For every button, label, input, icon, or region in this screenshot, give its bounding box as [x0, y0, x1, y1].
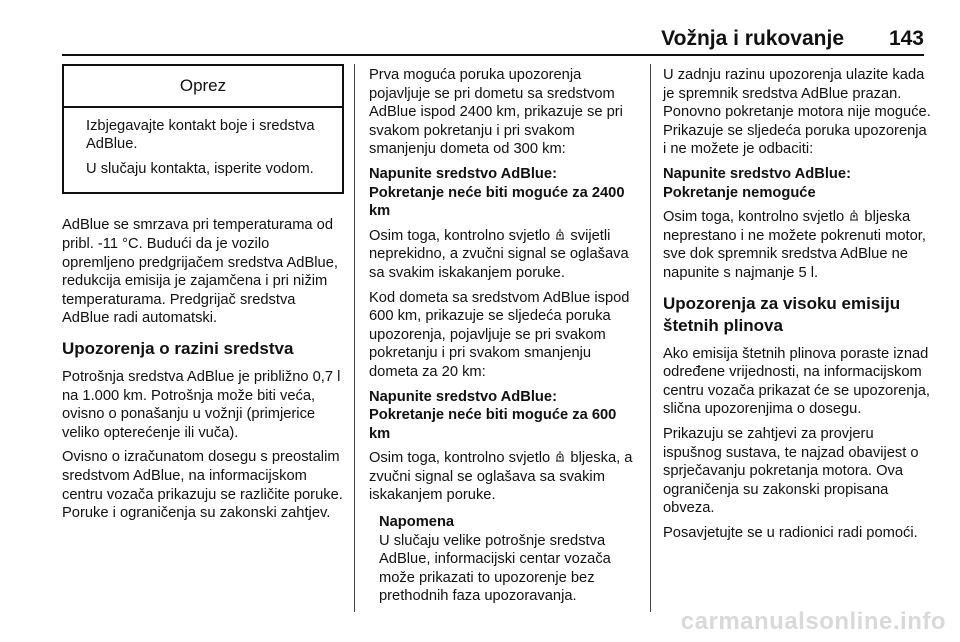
caution-body [64, 108, 342, 193]
column-divider [354, 64, 355, 612]
section-title: Vožnja i rukovanje [661, 27, 844, 50]
caution-paragraph: U slučaju kontakta, isperite vodom. [86, 160, 314, 177]
watermark: carmanualsonline.info [680, 608, 946, 635]
paragraph [663, 208, 931, 282]
warning-message-line: Napunite sredstvo AdBlue: [663, 165, 851, 182]
adblue-warning-light-icon [554, 450, 566, 463]
caution-title: Oprez [64, 66, 342, 108]
paragraph: Prva moguća poruka upozorenja pojavljuje se pri dometu sa sredstvom AdBlue ispod 2400 km, prikazuje se pri svakom pokretanju i pri svakom smanjenju dometa od 300 km: [369, 67, 623, 158]
paragraph: Prikazuju se zahtjevi za provjeru ispušnog sustava, te najzad obavijest o sprječavanju pokretanja motora. Ova ograničenja su zakonski propisana obveza. [663, 425, 919, 517]
column-1 [62, 64, 344, 529]
paragraph: U zadnju razinu upozorenja ulazite kada je spremnik sredstva AdBlue prazan. Ponovno pokretanje motora nije moguće. Prikazuje se sljedeća poruka upozorenja i ne možete je odbaciti: [663, 67, 931, 158]
paragraph: Ovisno o izračunatom dosegu s preostalim sredstvom AdBlue, na informacijskom centru vozača prikazuju se različite poruke. Poruke i ograničenja su zakonski zahtjev. [62, 449, 343, 522]
text-run: Osim toga, kontrolno svjetlo [663, 209, 845, 226]
page-number: 143 [888, 27, 924, 50]
warning-message [663, 165, 931, 202]
paragraph [369, 227, 637, 283]
page-header [62, 24, 924, 56]
paragraph: Ako emisija štetnih plinova poraste iznad određene vrijednosti, na informacijskom centru vozača prikazat će se upozorenja, slična upozorenjima o dosegu. [663, 345, 930, 418]
text-run: bljeska, a zvučni signal se oglašava sa svakim iskakanjem poruke. [369, 450, 633, 504]
warning-message [369, 388, 637, 444]
text-run: Osim toga, kontrolno svjetlo [369, 227, 551, 244]
paragraph: Kod dometa sa sredstvom AdBlue ispod 600 km, prikazuje se sljedeća poruka upozorenja, pojavljuje se pri svakom pokretanju i pri svakom smanjenju dometa za 20 km: [369, 289, 630, 380]
text-run: Osim toga, kontrolno svjetlo [369, 450, 551, 467]
caution-paragraph: Izbjegavajte kontakt boje i sredstva AdBlue. [86, 117, 315, 153]
note-box [379, 513, 637, 606]
section-heading: Upozorenja o razini sredstva [62, 338, 294, 358]
paragraph: Posavjetujte se u radionici radi pomoći. [663, 524, 918, 541]
column-2 [369, 66, 637, 606]
adblue-warning-light-icon [848, 209, 860, 222]
warning-message-line: Napunite sredstvo AdBlue: [369, 388, 557, 405]
text-run: bljeska neprestano i ne možete pokrenuti motor, sve dok spremnik sredstva AdBlue ne napunite s najmanje 5 l. [663, 209, 926, 281]
caution-box [62, 64, 344, 194]
paragraph: AdBlue se smrzava pri temperaturama od pribl. -11 °C. Budući da je vozilo opremljeno predgrijačem sredstva AdBlue, redukcija emisija je zajamčena i pri nižim temperaturama. Predgrijač sredstva AdBlue radi automatski. [62, 217, 338, 327]
column-3 [663, 66, 931, 548]
column-divider [650, 64, 651, 612]
text-run: svijetli neprekidno, a zvučni signal se oglašava sa svakim iskakanjem poruke. [369, 227, 629, 281]
warning-message-line: Pokretanje neće biti moguće za 2400 km [369, 184, 625, 220]
paragraph [369, 449, 637, 505]
warning-message-line: Pokretanje neće biti moguće za 600 km [369, 407, 617, 442]
adblue-warning-light-icon [554, 228, 566, 241]
warning-message-line: Napunite sredstvo AdBlue: [369, 165, 557, 182]
note-text: U slučaju velike potrošnje sredstva AdBlue, informacijski centar vozača može prikazati to upozorenje bez prethodnih faza upozoravanja. [379, 532, 611, 605]
section-heading: Upozorenja za visoku emisiju štetnih plinova [663, 293, 901, 335]
note-title: Napomena [379, 514, 455, 531]
paragraph: Potrošnja sredstva AdBlue je približno 0,7 l na 1.000 km. Potrošnja može biti veća, ovisno o ponašanju u vožnji (primjerice veliko opterećenje ili vuča). [62, 368, 341, 441]
warning-message [369, 165, 637, 221]
warning-message-line: Pokretanje nemoguće [663, 184, 816, 201]
